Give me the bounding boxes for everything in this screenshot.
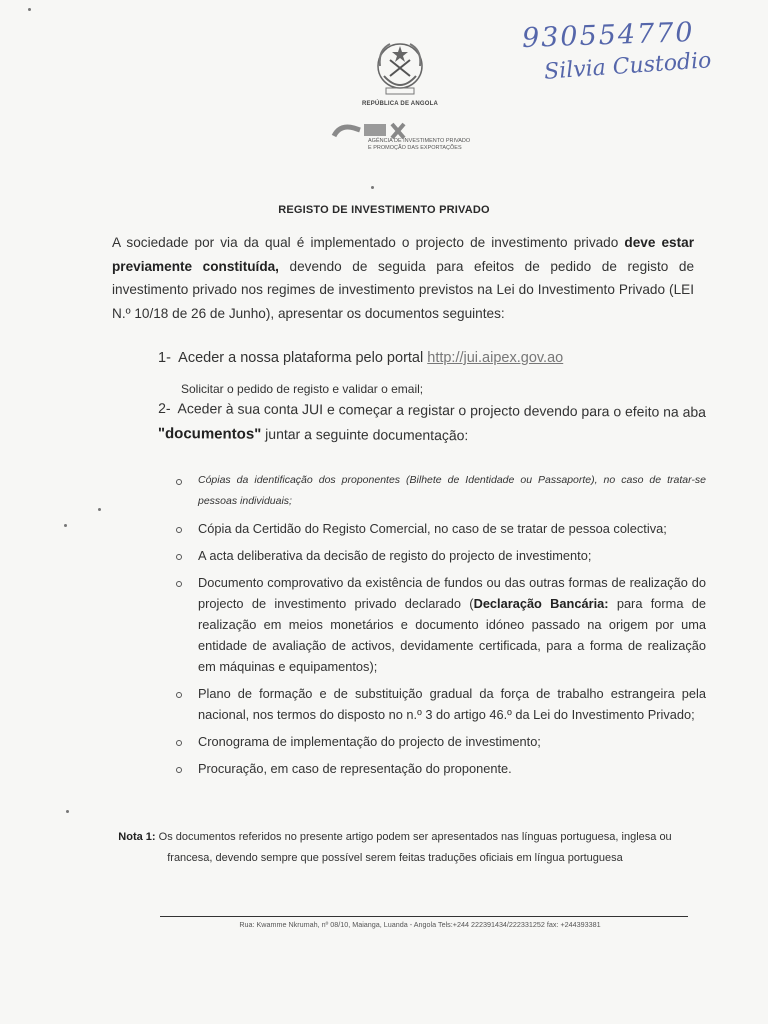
scan-speck (64, 524, 67, 527)
footer-address: Rua: Kwamme Nkrumah, nº 08/10, Maianga, Luanda - Angola Tels:+244 222391434/222331252 fax: +244393381 (239, 920, 601, 929)
list-item (176, 758, 706, 779)
bullet-icon (176, 545, 181, 566)
bullet-icon (176, 731, 181, 752)
agency-name-line1: AGÊNCIA DE INVESTIMENTO PRIVADO (368, 138, 471, 144)
list-item (176, 731, 706, 752)
step-1-number: 1- (158, 350, 171, 366)
portal-link[interactable]: http://jui.aipex.gov.ao (427, 350, 564, 366)
list-item (176, 518, 706, 539)
step-1 (158, 350, 563, 366)
list-item (176, 470, 706, 512)
scan-speck (66, 810, 69, 813)
agency-logo (330, 116, 490, 168)
document-title: REGISTO DE INVESTIMENTO PRIVADO (278, 204, 490, 216)
step-2-after: juntar a seguinte documentação: (261, 425, 469, 444)
bullet-icon (176, 470, 181, 491)
scan-speck (98, 508, 101, 511)
list-item-text: Cronograma de implementação do projecto de investimento; (198, 734, 541, 749)
step-2-bold: "documentos" (157, 425, 262, 443)
note-label: Nota 1: (118, 831, 156, 843)
note (100, 827, 690, 869)
list-item-text: Procuração, em caso de representação do proponente. (198, 761, 512, 776)
bullet-icon (176, 572, 181, 593)
list-item-bold: Declaração Bancária: (473, 596, 609, 611)
list-item-text: A acta deliberativa da decisão de registo do projecto de investimento; (198, 548, 592, 563)
bullet-icon (176, 758, 181, 779)
step-2-text: Aceder à sua conta JUI e começar a registar o projecto devendo para o efeito na aba (177, 400, 707, 420)
angola-emblem-icon (368, 36, 432, 106)
intro-paragraph (112, 231, 694, 325)
footer-divider (160, 916, 688, 917)
scan-speck (371, 186, 374, 189)
list-item (176, 683, 706, 725)
list-item (176, 572, 706, 677)
document-list (176, 470, 706, 785)
list-item-text: para forma de realização em meios monetários e documento idóneo passado na origem por uma entidade de avaliação de activos, devidamente certificada, para a forma de realização em máquinas e equipamentos); (198, 596, 706, 674)
republic-label: REPÚBLICA DE ANGOLA (361, 101, 439, 107)
step-1-text: Aceder a nossa plataforma pelo portal (178, 350, 428, 366)
step-1-subtext: Solicitar o pedido de registo e validar o email; (181, 382, 424, 396)
note-text: Os documentos referidos no presente artigo podem ser apresentados nas línguas portuguesa, inglesa ou francesa, devendo sempre que possível serem feitas traduções oficiais em língua portuguesa (155, 831, 672, 864)
list-item-text: Plano de formação e de substituição gradual da força de trabalho estrangeira pela nacional, nos termos do disposto no n.º 3 do artigo 46.º da Lei do Investimento Privado; (198, 686, 706, 722)
intro-text-start: A sociedade por via da qual é implementado o projecto de investimento privado (112, 235, 625, 250)
bullet-icon (176, 518, 181, 539)
scan-speck (28, 8, 31, 11)
intro-text-bold: deve estar previamente constituída, (112, 235, 694, 274)
step-2-number: 2- (158, 400, 171, 417)
bullet-icon (176, 683, 181, 704)
step-2 (158, 396, 718, 450)
list-item (176, 545, 706, 566)
agency-name-line2: E PROMOÇÃO DAS EXPORTAÇÕES (368, 145, 462, 151)
list-item-text: Cópias da identificação dos proponentes (Bilhete de Identidade ou Passaporte), no caso de tratar-se pessoas individuais; (198, 474, 706, 507)
handwritten-phone-number: 930554770 (521, 16, 696, 55)
handwritten-name: Silvia Custodio (543, 48, 713, 85)
list-item-text: Documento comprovativo da existência de fundos ou das outras formas de realização do projecto de investimento privado declarado ( (198, 575, 706, 611)
list-item-text: Cópia da Certidão do Registo Comercial, no caso de se tratar de pessoa colectiva; (198, 521, 667, 536)
intro-text-end: devendo de seguida para efeitos de pedido de registo de investimento privado nos regimes de investimento previstos na Lei do Investimento Privado (LEI N.º 10/18 de 26 de Junho), apresentar os documentos seguintes: (112, 258, 694, 321)
